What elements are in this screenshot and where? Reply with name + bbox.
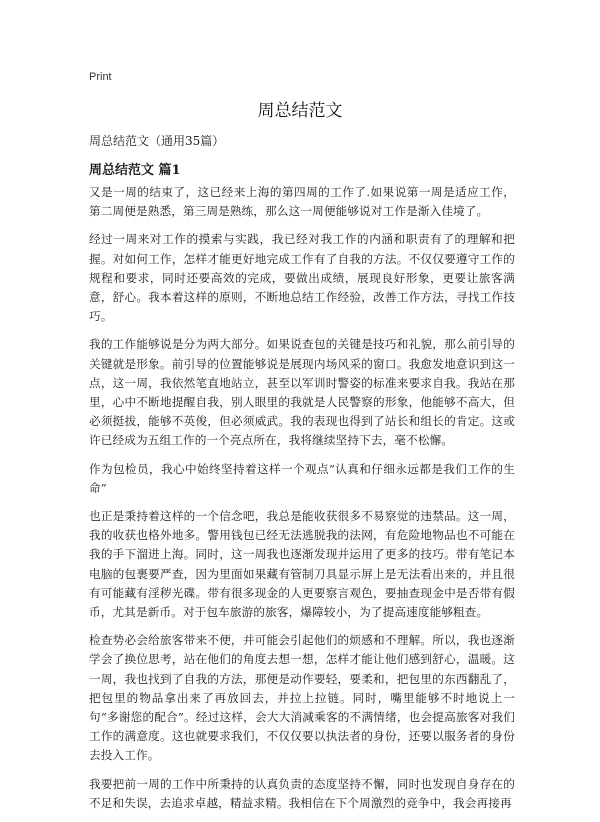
paragraph: 经过一周来对工作的摸索与实践，我已经对我工作的内涵和职责有了的理解和把握。对如何工作，怎样才能更好地完成工作有了自我的方法。不仅仅要遵守工作的规程和要求，同时还要高效的完成，要做出成绩，展现良好形象，更要让旅客满意，舒心。我本着这样的原则，不断地总结工作经验，改善工作方法，寻找工作技巧。 [89, 232, 515, 324]
paragraph: 检查势必会给旅客带来不便，并可能会引起他们的烦感和不理解。所以，我也逐渐学会了换位思考，站在他们的角度去想一想，怎样才能让他们感到舒心，温暖。这一周，我也找到了自我的方法，那便是动作要轻，要柔和，把包里的东西翻乱了，把包里的物品拿出来了再放回去，并拉上拉链。同时，嘴里能够不时地说上一句“多谢您的配合”。经过这样，会大大消减乘客的不满情绪，也会提高旅客对我们工作的满意度。这也就要求我们，不仅仅要以执法者的身份，还要以服务者的身份去投入工作。 [89, 633, 515, 763]
article-body [89, 183, 515, 822]
document-title: 周总结范文 [257, 101, 343, 121]
paragraph: 我的工作能够说是分为两大部分。如果说查包的关键是技巧和礼貌，那么前引导的关键就是形象。前引导的位置能够说是展现内场风采的窗口。我愈发地意识到这一点，这一周，我依然笔直地站立，甚至以军训时警姿的标准来要求自我。我站在那里，心中不断地提醒自我，别人眼里的我就是人民警察的形象，他能够不高大，但必须挺拔，能够不英俊，但必须威武。我的表现也得到了站长和组长的肯定。这或许已经成为五组工作的一个亮点所在，我将继续坚持下去，毫不松懈。 [89, 337, 515, 448]
paragraph: 又是一周的结束了，这已经来上海的第四周的工作了.如果说第一周是适应工作，第二周便是熟悉，第三周是熟练，那么这一周便能够说对工作是渐入佳境了。 [89, 185, 515, 219]
paragraph: 作为包检员，我心中始终坚持着这样一个观点“认真和仔细永远都是我们工作的生命” [89, 461, 515, 495]
section-heading: 周总结范文 篇1 [89, 163, 181, 178]
document-subtitle: 周总结范文（通用35篇） [89, 134, 225, 148]
print-label: Print [89, 71, 112, 83]
paragraph: 也正是秉持着这样的一个信念吧，我总是能收获很多不易察觉的违禁品。这一周，我的收获也格外地多。警用钱包已经无法逃脱我的法网，有危险地物品也不可能在我的手下溜进上海。同时，这一周我也逐渐发现并运用了更多的技巧。带有笔记本电脑的包裹要严查，因为里面如果藏有管制刀具显示屏上是无法看出来的，并且很有可能藏有淫秽光碟。带有很多现金的人更要察言观色，要抽查现金中是否带有假币，尤其是新币。对于包车旅游的旅客，爆障较小，为了提高速度能够粗查。 [89, 509, 515, 620]
paragraph: 我要把前一周的工作中所秉持的认真负责的态度坚持不懈，同时也发现自身存在的不足和失误，去追求卓越，精益求精。我相信在下个周激烈的竞争中，我会再接再 [89, 776, 515, 810]
